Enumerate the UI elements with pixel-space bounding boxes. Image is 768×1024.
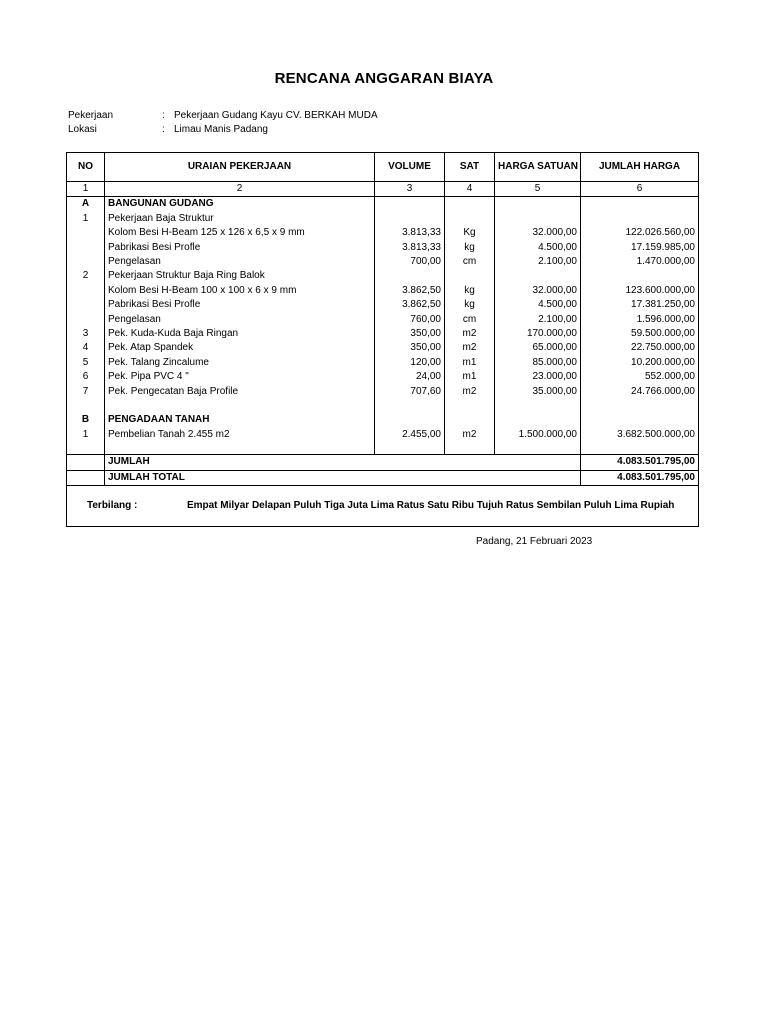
row-volume (375, 413, 445, 427)
row-unit: kg (445, 298, 495, 312)
row-unit-price: 32.000,00 (495, 284, 581, 298)
row-description: Kolom Besi H-Beam 100 x 100 x 6 x 9 mm (105, 284, 375, 298)
lokasi-value: Limau Manis Padang (174, 124, 268, 135)
row-volume (375, 212, 445, 226)
document-title: RENCANA ANGGARAN BIAYA (274, 70, 494, 87)
table-row (67, 428, 699, 442)
row-volume (375, 399, 445, 413)
header-no: NO (67, 153, 105, 182)
table-header-row (67, 153, 699, 182)
row-no (67, 298, 105, 312)
col-number: 5 (495, 182, 581, 197)
row-description: Pembelian Tanah 2.455 m2 (105, 428, 375, 442)
row-volume: 3.862,50 (375, 298, 445, 312)
row-unit: m1 (445, 356, 495, 370)
jumlah-total-row (67, 470, 699, 485)
row-total-price: 1.470.000,00 (581, 255, 699, 269)
row-volume: 3.813,33 (375, 241, 445, 255)
row-volume: 760,00 (375, 313, 445, 327)
jumlah-row (67, 455, 699, 470)
row-no: 5 (67, 356, 105, 370)
row-total-price (581, 197, 699, 212)
row-total-price (581, 399, 699, 413)
row-description: Pek. Kuda-Kuda Baja Ringan (105, 327, 375, 341)
lokasi-label: Lokasi (68, 124, 97, 135)
row-volume (375, 197, 445, 212)
row-total-price: 17.381.250,00 (581, 298, 699, 312)
row-total-price: 123.600.000,00 (581, 284, 699, 298)
row-unit: Kg (445, 226, 495, 240)
header-jumlah-harga: JUMLAH HARGA (581, 153, 699, 182)
row-no: 2 (67, 269, 105, 283)
table-row (67, 284, 699, 298)
row-no: B (67, 413, 105, 427)
row-description: Pek. Pengecatan Baja Profile (105, 385, 375, 399)
table-row (67, 370, 699, 384)
terbilang-value: Empat Milyar Delapan Puluh Tiga Juta Lima Ratus Satu Ribu Tujuh Ratus Sembilan Puluh Lima Rupiah (186, 499, 675, 511)
table-row (67, 399, 699, 413)
row-unit-price: 65.000,00 (495, 341, 581, 355)
header-volume: VOLUME (375, 153, 445, 182)
row-total-price: 1.596.000,00 (581, 313, 699, 327)
row-description: Pabrikasi Besi Profle (105, 241, 375, 255)
col-number: 2 (105, 182, 375, 197)
spacer-row (67, 442, 699, 455)
lokasi-colon: : (162, 124, 165, 135)
terbilang-label: Terbilang : (87, 499, 138, 511)
row-unit-price: 4.500,00 (495, 241, 581, 255)
row-unit (445, 399, 495, 413)
row-no (67, 313, 105, 327)
row-description: BANGUNAN GUDANG (105, 197, 375, 212)
table-row (67, 298, 699, 312)
table-row (67, 212, 699, 226)
row-total-price (581, 212, 699, 226)
row-unit (445, 197, 495, 212)
row-total-price: 3.682.500.000,00 (581, 428, 699, 442)
row-total-price: 59.500.000,00 (581, 327, 699, 341)
table-row (67, 341, 699, 355)
row-unit-price: 2.100,00 (495, 255, 581, 269)
jumlah-total-label: JUMLAH TOTAL (105, 470, 581, 485)
col-number: 6 (581, 182, 699, 197)
row-no (67, 241, 105, 255)
row-description: Pengelasan (105, 313, 375, 327)
header-harga-satuan: HARGA SATUAN (495, 153, 581, 182)
column-numbering-row (67, 182, 699, 197)
row-volume: 3.862,50 (375, 284, 445, 298)
row-no: 4 (67, 341, 105, 355)
row-total-price (581, 413, 699, 427)
row-no: 7 (67, 385, 105, 399)
table-row (67, 197, 699, 212)
row-no: 6 (67, 370, 105, 384)
jumlah-total-value: 4.083.501.795,00 (581, 470, 699, 485)
table-row (67, 327, 699, 341)
jumlah-label: JUMLAH (105, 455, 581, 470)
row-unit (445, 269, 495, 283)
row-no (67, 226, 105, 240)
header-uraian: URAIAN PEKERJAAN (105, 153, 375, 182)
row-no: A (67, 197, 105, 212)
row-unit-price: 35.000,00 (495, 385, 581, 399)
budget-table (66, 152, 699, 527)
row-unit: m2 (445, 385, 495, 399)
row-volume: 350,00 (375, 327, 445, 341)
row-description: Pekerjaan Struktur Baja Ring Balok (105, 269, 375, 283)
jumlah-value: 4.083.501.795,00 (581, 455, 699, 470)
table-row (67, 313, 699, 327)
row-volume: 24,00 (375, 370, 445, 384)
row-volume: 700,00 (375, 255, 445, 269)
row-unit: kg (445, 284, 495, 298)
row-description: Pek. Atap Spandek (105, 341, 375, 355)
row-unit-price: 32.000,00 (495, 226, 581, 240)
row-no: 1 (67, 212, 105, 226)
pekerjaan-value: Pekerjaan Gudang Kayu CV. BERKAH MUDA (174, 110, 378, 121)
row-unit-price (495, 269, 581, 283)
row-unit-price: 170.000,00 (495, 327, 581, 341)
row-unit-price (495, 413, 581, 427)
row-description (105, 399, 375, 413)
row-no: 1 (67, 428, 105, 442)
row-description: Pabrikasi Besi Profle (105, 298, 375, 312)
pekerjaan-colon: : (162, 110, 165, 121)
row-total-price: 22.750.000,00 (581, 341, 699, 355)
row-volume: 3.813,33 (375, 226, 445, 240)
row-unit (445, 212, 495, 226)
row-unit-price: 2.100,00 (495, 313, 581, 327)
row-no (67, 399, 105, 413)
table-row (67, 269, 699, 283)
row-no: 3 (67, 327, 105, 341)
row-unit (445, 413, 495, 427)
row-description: PENGADAAN TANAH (105, 413, 375, 427)
row-no (67, 255, 105, 269)
row-description: Pengelasan (105, 255, 375, 269)
row-volume: 350,00 (375, 341, 445, 355)
row-unit: cm (445, 255, 495, 269)
row-unit: m1 (445, 370, 495, 384)
col-number: 1 (67, 182, 105, 197)
row-volume (375, 269, 445, 283)
pekerjaan-label: Pekerjaan (68, 110, 114, 121)
terbilang-row (67, 486, 699, 527)
table-row (67, 241, 699, 255)
row-total-price: 17.159.985,00 (581, 241, 699, 255)
row-volume: 707,60 (375, 385, 445, 399)
row-description: Pekerjaan Baja Struktur (105, 212, 375, 226)
row-unit-price: 1.500.000,00 (495, 428, 581, 442)
row-total-price: 24.766.000,00 (581, 385, 699, 399)
row-unit-price (495, 399, 581, 413)
row-total-price: 122.026.560,00 (581, 226, 699, 240)
header-sat: SAT (445, 153, 495, 182)
row-unit: kg (445, 241, 495, 255)
sign-date: Padang, 21 Februari 2023 (476, 536, 593, 547)
row-total-price (581, 269, 699, 283)
table-row (67, 226, 699, 240)
row-description: Pek. Talang Zincalume (105, 356, 375, 370)
row-unit: m2 (445, 327, 495, 341)
row-unit-price: 4.500,00 (495, 298, 581, 312)
row-unit-price (495, 197, 581, 212)
col-number: 4 (445, 182, 495, 197)
row-volume: 120,00 (375, 356, 445, 370)
row-unit-price: 23.000,00 (495, 370, 581, 384)
table-row (67, 413, 699, 427)
row-no (67, 284, 105, 298)
row-unit: m2 (445, 341, 495, 355)
row-unit: cm (445, 313, 495, 327)
row-description: Pek. Pipa PVC 4 " (105, 370, 375, 384)
row-unit-price (495, 212, 581, 226)
row-volume: 2.455,00 (375, 428, 445, 442)
row-total-price: 10.200.000,00 (581, 356, 699, 370)
table-row (67, 385, 699, 399)
row-total-price: 552.000,00 (581, 370, 699, 384)
row-description: Kolom Besi H-Beam 125 x 126 x 6,5 x 9 mm (105, 226, 375, 240)
row-unit: m2 (445, 428, 495, 442)
table-row (67, 356, 699, 370)
table-row (67, 255, 699, 269)
col-number: 3 (375, 182, 445, 197)
row-unit-price: 85.000,00 (495, 356, 581, 370)
